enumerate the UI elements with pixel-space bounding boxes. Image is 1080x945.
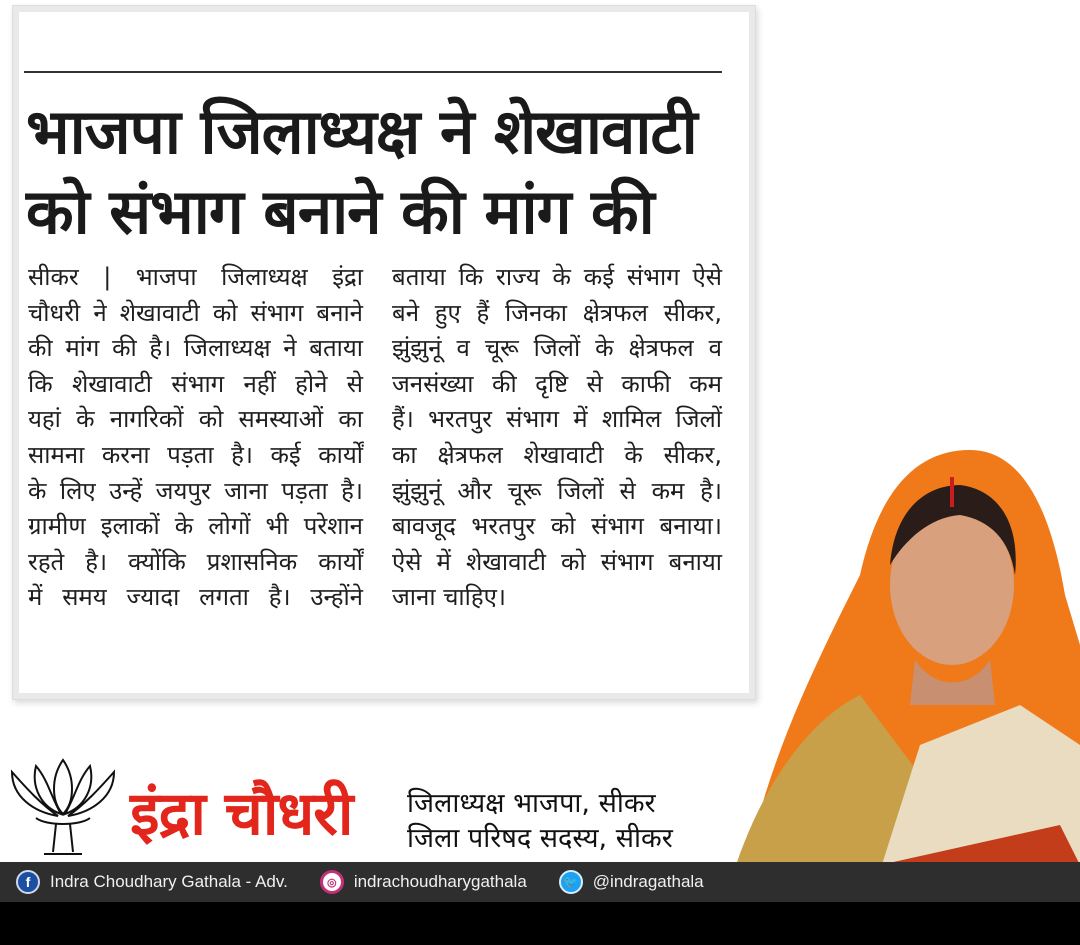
- article-line: जनसंख्या की दृष्टि से काफी कम: [392, 369, 722, 398]
- article-line: के लिए उन्हें जयपुर जाना पड़ता है।: [28, 476, 363, 505]
- article-line: ग्रामीण इलाकों के लोगों भी परेशान: [28, 512, 363, 541]
- article-line: बताया कि राज्य के कई संभाग ऐसे: [392, 263, 722, 291]
- article-line: सीकर | भाजपा जिलाध्यक्ष इंद्रा: [28, 263, 363, 291]
- person-name: इंद्रा चौधरी: [130, 779, 353, 849]
- article-line: बने हुए हैं जिनका क्षेत्रफल सीकर,: [392, 298, 722, 327]
- twitter-link[interactable]: @indragathala: [592, 872, 704, 891]
- headline: [26, 92, 726, 252]
- person-titles: [407, 786, 673, 856]
- title-line: जिला परिषद सदस्य, सीकर: [407, 823, 673, 854]
- instagram-icon[interactable]: ◎: [320, 870, 344, 894]
- article-line: में समय ज्यादा लगता है। उन्होंने: [28, 583, 363, 612]
- title-line: जिलाध्यक्ष भाजपा, सीकर: [407, 788, 656, 819]
- article-line: ऐसे में शेखावाटी को संभाग बनाया: [392, 547, 722, 576]
- lotus-logo-icon: [6, 752, 121, 857]
- facebook-icon[interactable]: f: [16, 870, 40, 894]
- article-line: रहते है। क्योंकि प्रशासनिक कार्यों: [28, 547, 363, 576]
- headline-line: भाजपा जिलाध्यक्ष ने शेखावाटी: [26, 95, 697, 168]
- article-line: कि शेखावाटी संभाग नहीं होने से: [28, 369, 363, 398]
- bottom-band: [0, 902, 1080, 945]
- instagram-link[interactable]: indrachoudharygathala: [353, 872, 527, 891]
- social-bar: [0, 862, 1080, 902]
- article-column-2: [392, 260, 722, 616]
- article-line: हैं। भरतपुर संभाग में शामिल जिलों: [392, 405, 722, 434]
- twitter-icon[interactable]: 🐦: [559, 870, 583, 894]
- article-line: सामना करना पड़ता है। कई कार्यों: [28, 440, 363, 469]
- article-line: का क्षेत्रफल शेखावाटी के सीकर,: [392, 440, 722, 469]
- article-line: यहां के नागरिकों को समस्याओं का: [28, 405, 363, 434]
- article-line: बावजूद भरतपुर को संभाग बनाया।: [392, 512, 722, 541]
- article-line: झुंझुनूं व चूरू जिलों के क्षेत्रफल व: [392, 334, 722, 363]
- headline-line: को संभाग बनाने की मांग की: [26, 175, 654, 248]
- article-line: झुंझुनूं और चूरू जिलों से कम है।: [392, 476, 722, 505]
- article-column-1: [28, 260, 363, 616]
- article-line: की मांग की है। जिलाध्यक्ष ने बताया: [28, 334, 363, 363]
- facebook-link[interactable]: Indra Choudhary Gathala - Adv.: [50, 872, 288, 891]
- article-line: जाना चाहिए।: [392, 583, 506, 612]
- article-line: चौधरी ने शेखावाटी को संभाग बनाने: [28, 298, 363, 327]
- portrait-photo: [720, 445, 1080, 902]
- divider: [24, 71, 722, 73]
